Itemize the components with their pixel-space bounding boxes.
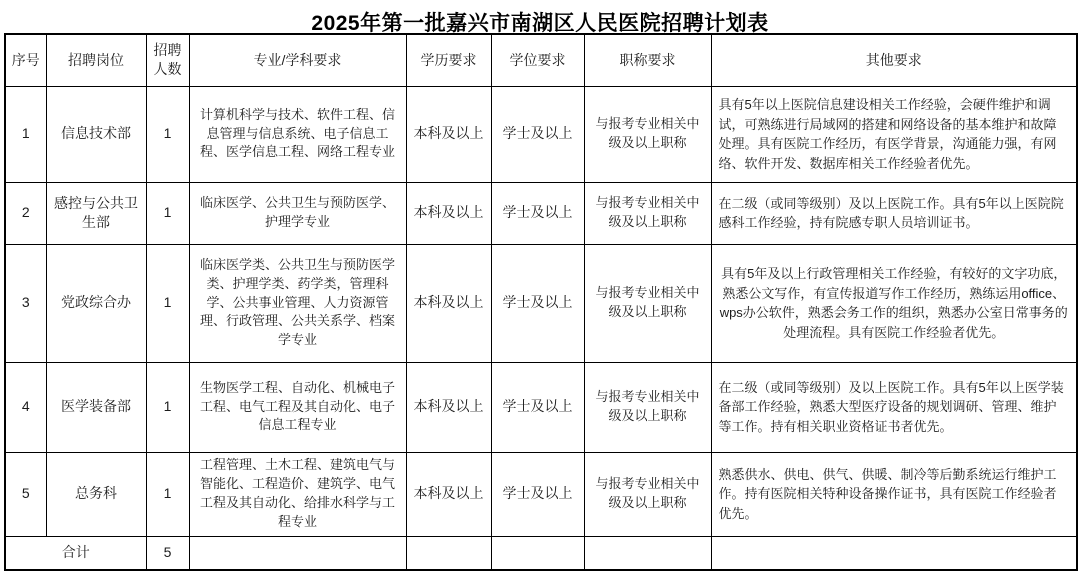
cell-major: 工程管理、土木工程、建筑电气与智能化、工程造价、建筑学、电气工程及其自动化、给排水科学与工程专业 xyxy=(189,452,406,536)
table-row xyxy=(5,244,1077,362)
table-row xyxy=(5,182,1077,244)
cell-education: 本科及以上 xyxy=(406,362,491,452)
table-row xyxy=(5,86,1077,182)
total-empty-title-req xyxy=(584,536,711,570)
cell-position: 医学装备部 xyxy=(46,362,146,452)
table-total-row xyxy=(5,536,1077,570)
total-empty-other xyxy=(711,536,1077,570)
cell-other: 在二级（或同等级别）及以上医院工作。具有5年以上医院院感科工作经验，持有院感专职人员培训证书。 xyxy=(711,182,1077,244)
cell-degree: 学士及以上 xyxy=(491,86,584,182)
table-row xyxy=(5,362,1077,452)
cell-no: 2 xyxy=(5,182,46,244)
total-empty-major xyxy=(189,536,406,570)
cell-no: 1 xyxy=(5,86,46,182)
cell-degree: 学士及以上 xyxy=(491,244,584,362)
cell-education: 本科及以上 xyxy=(406,244,491,362)
cell-count: 1 xyxy=(146,362,189,452)
header-title-req: 职称要求 xyxy=(584,34,711,86)
cell-major: 计算机科学与技术、软件工程、信息管理与信息系统、电子信息工程、医学信息工程、网络工程专业 xyxy=(189,86,406,182)
header-no: 序号 xyxy=(5,34,46,86)
total-empty-degree xyxy=(491,536,584,570)
header-position: 招聘岗位 xyxy=(46,34,146,86)
recruitment-table xyxy=(4,33,1078,571)
cell-no: 5 xyxy=(5,452,46,536)
header-other: 其他要求 xyxy=(711,34,1077,86)
header-count: 招聘人数 xyxy=(146,34,189,86)
total-label: 合计 xyxy=(5,536,146,570)
cell-no: 4 xyxy=(5,362,46,452)
table-header-row xyxy=(5,34,1077,86)
cell-position: 感控与公共卫生部 xyxy=(46,182,146,244)
cell-title-req: 与报考专业相关中级及以上职称 xyxy=(584,182,711,244)
cell-no: 3 xyxy=(5,244,46,362)
cell-count: 1 xyxy=(146,452,189,536)
cell-position: 党政综合办 xyxy=(46,244,146,362)
cell-title-req: 与报考专业相关中级及以上职称 xyxy=(584,244,711,362)
cell-major: 临床医学、公共卫生与预防医学、护理学专业 xyxy=(189,182,406,244)
cell-count: 1 xyxy=(146,182,189,244)
cell-education: 本科及以上 xyxy=(406,452,491,536)
cell-other: 具有5年及以上行政管理相关工作经验，有较好的文字功底，熟悉公文写作，有宣传报道写作工作经历，熟练运用office、wps办公软件，熟悉会务工作的组织，熟悉办公室日常事务的处理流程。具有医院工作经验者优先。 xyxy=(711,244,1077,362)
cell-other: 在二级（或同等级别）及以上医院工作。具有5年以上医学装备部工作经验，熟悉大型医疗设备的规划调研、管理、维护等工作。持有相关职业资格证书者优先。 xyxy=(711,362,1077,452)
cell-major: 生物医学工程、自动化、机械电子工程、电气工程及其自动化、电子信息工程专业 xyxy=(189,362,406,452)
total-count: 5 xyxy=(146,536,189,570)
cell-degree: 学士及以上 xyxy=(491,452,584,536)
cell-title-req: 与报考专业相关中级及以上职称 xyxy=(584,362,711,452)
cell-position: 信息技术部 xyxy=(46,86,146,182)
cell-education: 本科及以上 xyxy=(406,86,491,182)
cell-other: 熟悉供水、供电、供气、供暖、制冷等后勤系统运行维护工作。持有医院相关特种设备操作证书，具有医院工作经验者优先。 xyxy=(711,452,1077,536)
cell-degree: 学士及以上 xyxy=(491,362,584,452)
cell-position: 总务科 xyxy=(46,452,146,536)
header-degree: 学位要求 xyxy=(491,34,584,86)
cell-count: 1 xyxy=(146,86,189,182)
cell-title-req: 与报考专业相关中级及以上职称 xyxy=(584,452,711,536)
page-title: 2025年第一批嘉兴市南湖区人民医院招聘计划表 xyxy=(311,12,769,35)
header-education: 学历要求 xyxy=(406,34,491,86)
cell-count: 1 xyxy=(146,244,189,362)
cell-major: 临床医学类、公共卫生与预防医学类、护理学类、药学类，管理科学、公共事业管理、人力资源管理、行政管理、公共关系学、档案学专业 xyxy=(189,244,406,362)
header-major: 专业/学科要求 xyxy=(189,34,406,86)
cell-degree: 学士及以上 xyxy=(491,182,584,244)
cell-other: 具有5年以上医院信息建设相关工作经验，会硬件维护和调试，可熟练进行局域网的搭建和网络设备的基本维护和故障处理。具有医院工作经历，有医学背景，沟通能力强，有网络、软件开发、数据库相关工作经验者优先。 xyxy=(711,86,1077,182)
cell-title-req: 与报考专业相关中级及以上职称 xyxy=(584,86,711,182)
total-empty-education xyxy=(406,536,491,570)
cell-education: 本科及以上 xyxy=(406,182,491,244)
table-row xyxy=(5,452,1077,536)
